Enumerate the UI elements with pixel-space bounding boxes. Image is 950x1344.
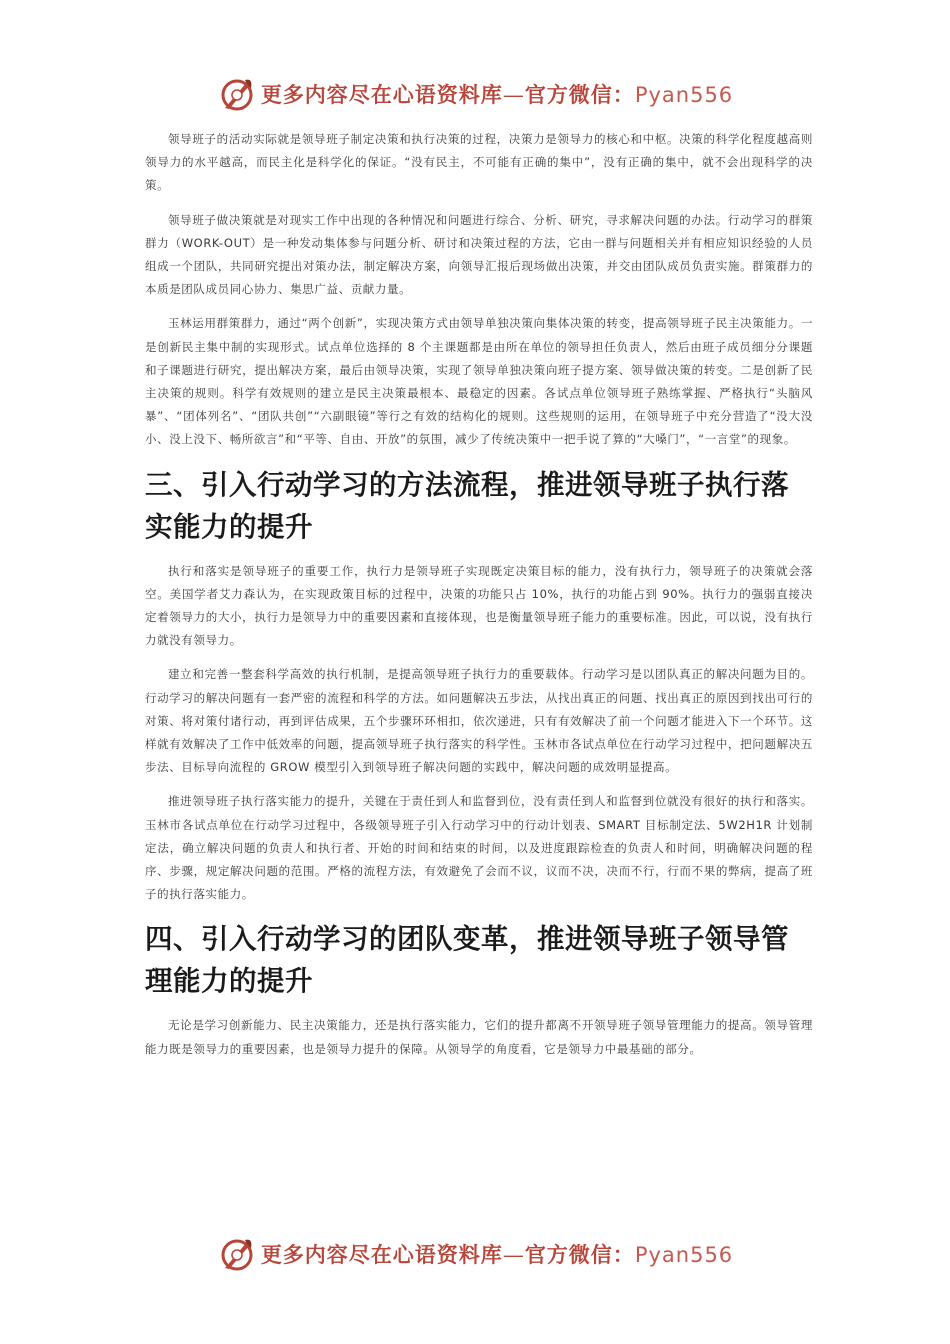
header-banner <box>0 70 950 118</box>
paragraph-2: 领导班子做决策就是对现实工作中出现的各种情况和问题进行综合、分析、研究，寻求解决问题的办法。行动学习的群策群力（WORK-OUT）是一种发动集体参与问题分析、研讨和决策过程的方法，它由一群与问题相关并有相应知识经验的人员组成一个团队，共同研究提出对策办法，制定解决方案，向领导汇报后现场做出决策，并交由团队成员负责实施。群策群力的本质是团队成员同心协力、集思广益、贡献力量。 <box>145 212 813 297</box>
footer-banner <box>0 1230 950 1278</box>
paragraph-7: 无论是学习创新能力、民主决策能力，还是执行落实能力，它们的提升都离不开领导班子领导管理能力的提高。领导管理能力既是领导力的重要因素，也是领导力提升的保障。从领导学的角度看，它是领导力中最基础的部分。 <box>145 1018 813 1056</box>
banner-main: 更多内容尽在心语资料库 <box>260 1242 503 1267</box>
banner-separator: — <box>502 1243 525 1267</box>
banner-text <box>261 1239 733 1269</box>
banner-wechat-id: Pyan556 <box>634 1243 734 1267</box>
quill-logo-icon <box>217 1234 257 1274</box>
banner-official: 官方微信： <box>524 1242 635 1267</box>
paragraph-5: 建立和完善一整套科学高效的执行机制，是提高领导班子执行力的重要载体。行动学习是以团队真正的解决问题为目的。行动学习的解决问题有一套严密的流程和科学的方法。如问题解决五步法，从找出真正的问题、找出真正的原因到找出可行的对策、将对策付诸行动，再到评估成果，五个步骤环环相扣，依次递进，只有有效解决了前一个问题才能进入下一个环节。这样就有效解决了工作中低效率的问题，提高领导班子执行落实的科学性。玉林市各试点单位在行动学习过程中，把问题解决五步法、目标导向流程的 GROW 模型引入到领导班子解决问题的实践中，解决问题的成效明显提高。 <box>145 667 813 775</box>
banner-main: 更多内容尽在心语资料库 <box>260 82 503 107</box>
section-heading-3: 三、引入行动学习的方法流程，推进领导班子执行落实能力的提升 <box>145 468 789 543</box>
banner-separator: — <box>502 83 525 107</box>
paragraph-6: 推进领导班子执行落实能力的提升，关键在于责任到人和监督到位，没有责任到人和监督到位就没有很好的执行和落实。玉林市各试点单位在行动学习过程中，各级领导班子引入行动学习中的行动计划表、SMART 目标制定法、5W2H1R 计划制定法，确立解决问题的负责人和执行者、开始的时间和结束的时间，以及进度跟踪检查的负责人和时间，明确解决问题的程序、步骤，规定解决问题的范围。严格的流程方法，有效避免了会而不议，议而不决，决而不行，行而不果的弊病，提高了班子的执行落实能力。 <box>145 794 813 902</box>
document-body <box>145 128 813 1072</box>
section-heading-4: 四、引入行动学习的团队变革，推进领导班子领导管理能力的提升 <box>145 923 789 998</box>
banner-wechat-id: Pyan556 <box>634 83 734 107</box>
banner-official: 官方微信： <box>524 82 635 107</box>
paragraph-3: 玉林运用群策群力，通过“两个创新”，实现决策方式由领导单独决策向集体决策的转变，提高领导班子民主决策能力。一是创新民主集中制的实现形式。试点单位选择的 8 个主课题都是由所在单位的领导担任负责人，然后由班子成员细分分课题和子课题进行研究，提出解决方案，最后由领导决策，实现了领导单独决策向班子提方案、领导做决策的转变。二是创新了民主决策的规则。科学有效规则的建立是民主决策最根本、最稳定的因素。各试点单位领导班子熟练掌握、严格执行“头脑风暴”、“团体列名”、“团队共创”“六副眼镜”等行之有效的结构化的规则。这些规则的运用，在领导班子中充分营造了“没大没小、没上没下、畅所欲言”和“平等、自由、开放”的氛围，减少了传统决策中一把手说了算的“大嗓门”，“一言堂”的现象。 <box>145 316 813 447</box>
banner-text <box>261 79 733 109</box>
paragraph-1: 领导班子的活动实际就是领导班子制定决策和执行决策的过程，决策力是领导力的核心和中枢。决策的科学化程度越高则领导力的水平越高，而民主化是科学化的保证。“没有民主，不可能有正确的集中”，没有正确的集中，就不会出现科学的决策。 <box>145 132 813 193</box>
quill-logo-icon <box>217 74 257 114</box>
paragraph-4: 执行和落实是领导班子的重要工作，执行力是领导班子实现既定决策目标的能力，没有执行力，领导班子的决策就会落空。美国学者艾力森认为，在实现政策目标的过程中，决策的功能只占 10%，执行的功能占到 90%。执行力的强弱直接决定着领导力的大小，执行力是领导力中的重要因素和直接体现，也是衡量领导班子能力的重要标准。因此，可以说，没有执行力就没有领导力。 <box>145 563 813 648</box>
